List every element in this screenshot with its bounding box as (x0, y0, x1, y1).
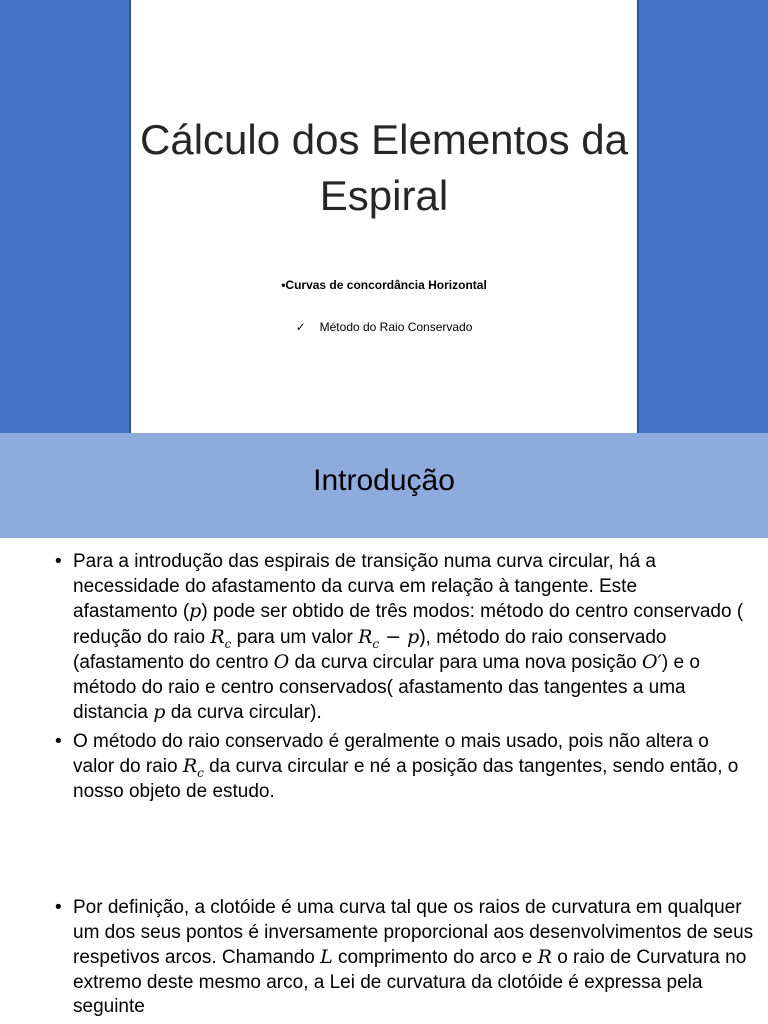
title-slide (0, 0, 768, 433)
bullet-item-3 (55, 896, 763, 1020)
math-r: R (358, 625, 373, 648)
text: comprimento do arco e (332, 947, 538, 968)
math-p: p (189, 600, 202, 622)
text: da curva circular para uma nova posição (289, 652, 642, 673)
bullet-item-2 (55, 730, 745, 805)
math-o: O (273, 651, 290, 673)
math-minus-p: − p (379, 625, 420, 648)
bullet-list (55, 550, 754, 1017)
bullet-icon: • (55, 551, 62, 572)
slide-title: Cálculo dos Elementos da Espiral (140, 116, 628, 219)
text: Para a introdução das espirais de transição numa curva circular, há a necessidade do afastamento da curva em relação à tangente. Este afastamento ( (73, 551, 656, 622)
math-sub: c (372, 636, 380, 651)
right-side-bar (637, 0, 768, 433)
text: Por definição, a clotóide é uma curva tal que os raios de curvatura em qualquer um dos seus pontos é inversamente proporcional aos desenvolvimentos de seus respetivos arcos. Chamando (73, 897, 754, 968)
math-r: R (182, 755, 198, 777)
bullet-icon: • (55, 897, 62, 918)
math-l: L (320, 946, 333, 968)
math-sub: c (224, 636, 232, 651)
math-r: R (210, 625, 225, 648)
text: o raio de Curvatura no extremo deste mesmo arco, a Lei de curvatura da clotóide é expressa pela seguinte (73, 947, 747, 1017)
bullet-item-1 (55, 550, 745, 726)
check-icon: ✓ (295, 320, 306, 334)
text: da curva circular). (165, 702, 322, 723)
math-sub: c (197, 765, 204, 780)
bullet-icon: • (55, 730, 62, 752)
section-title: Introdução (313, 464, 455, 497)
subtitle-bullet: •Curvas de concordância Horizontal (281, 278, 487, 292)
subtitle-check-text: Método do Raio Conservado (319, 320, 473, 334)
content-slide (0, 433, 768, 1024)
text: O método do raio conservado é geralmente o mais usado, pois não altera o valor do raio (73, 730, 709, 777)
text: para um valor (231, 626, 359, 648)
text: ) e o método do raio e centro conservados( afastamento das tangentes a uma distancia (73, 652, 700, 723)
text: ) pode ser obtido de três modos: método do centro conservado ( redução do raio (73, 601, 744, 648)
text: ), método do raio conservado (afastamento do centro (73, 626, 667, 673)
math-p: p (153, 701, 166, 723)
text: da curva circular e né a posição das tangentes, sendo então, o nosso objeto de estudo. (73, 756, 739, 802)
subtitle-check-item (131, 320, 637, 334)
math-r: R (537, 946, 552, 968)
math-o-prime: O′ (641, 651, 662, 673)
left-side-bar (0, 0, 131, 433)
header-band (0, 433, 768, 538)
